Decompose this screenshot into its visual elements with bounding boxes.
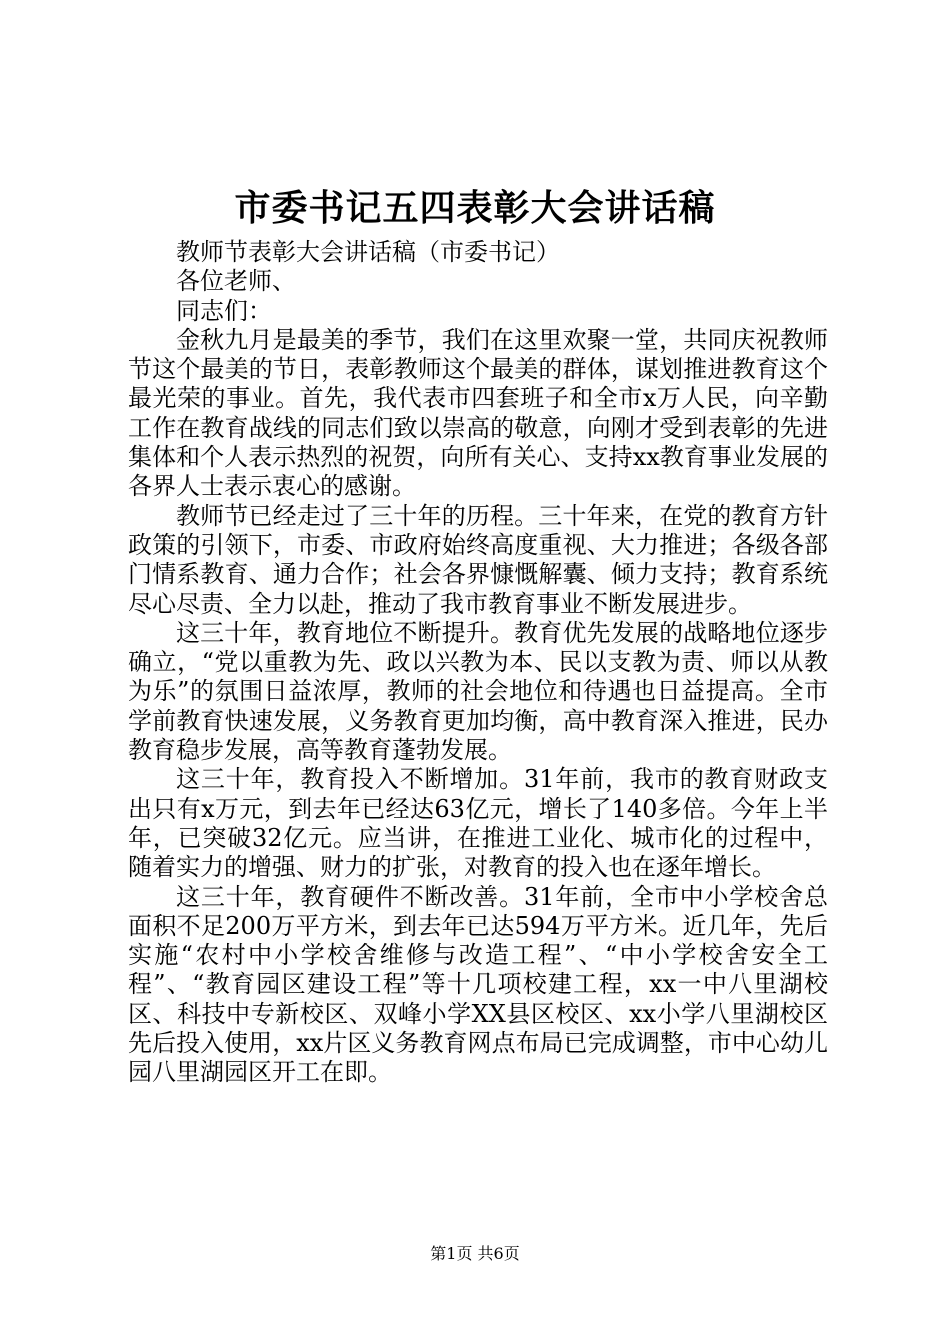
salutation-line-1: 各位老师、 <box>176 267 296 296</box>
body-paragraph: 这三十年，教育地位不断提升。教育优先发展的战略地位逐步确立，“党以重教为先、政以兴教为本、民以支教为责、师以从教为乐”的氛围日益浓厚，教师的社会地位和待遇也日益提高。全市学前教育快速发展，义务教育更加均衡，高中教育深入推进，民办教育稳步发展，高等教育蓬勃发展。 <box>128 618 828 765</box>
body-paragraph: 金秋九月是最美的季节，我们在这里欢聚一堂，共同庆祝教师节这个最美的节日，表彰教师这个最美的群体，谋划推进教育这个最光荣的事业。首先，我代表市四套班子和全市x万人民，向辛勤工作在教育战线的同志们致以崇高的敬意，向刚才受到表彰的先进集体和个人表示热烈的祝贺，向所有关心、支持xx教育事业发展的各界人士表示衷心的感谢。 <box>128 325 828 501</box>
body-paragraph: 这三十年，教育投入不断增加。31年前，我市的教育财政支出只有x万元，到去年已经达63亿元，增长了140多倍。今年上半年，已突破32亿元。应当讲，在推进工业化、城市化的过程中，随着实力的增强、财力的扩张，对教育的投入也在逐年增长。 <box>128 765 828 882</box>
page-footer: 第1页 共6页 <box>430 1244 520 1263</box>
body-paragraph: 这三十年，教育硬件不断改善。31年前，全市中小学校舍总面积不足200万平方米，到去年已达594万平方米。近几年，先后实施“农村中小学校舍维修与改造工程”、“中小学校舍安全工程”、“教育园区建设工程”等十几项校建工程，xx一中八里湖校区、科技中专新校区、双峰小学XX县区校区、xx小学八里湖校区先后投入使用，xx片区义务教育网点布局已完成调整，市中心幼儿园八里湖园区开工在即。 <box>128 882 828 1087</box>
document-title: 市委书记五四表彰大会讲话稿 <box>234 187 716 229</box>
document-body <box>128 238 828 1088</box>
salutation-line-2: 同志们： <box>176 296 272 325</box>
subtitle-paragraph: 教师节表彰大会讲话稿（市委书记） <box>176 238 560 266</box>
body-paragraph: 教师节已经走过了三十年的历程。三十年来，在党的教育方针政策的引领下，市委、市政府始终高度重视、大力推进；各级各部门情系教育、通力合作；社会各界慷慨解囊、倾力支持；教育系统尽心尽责、全力以赴，推动了我市教育事业不断发展进步。 <box>128 501 828 618</box>
